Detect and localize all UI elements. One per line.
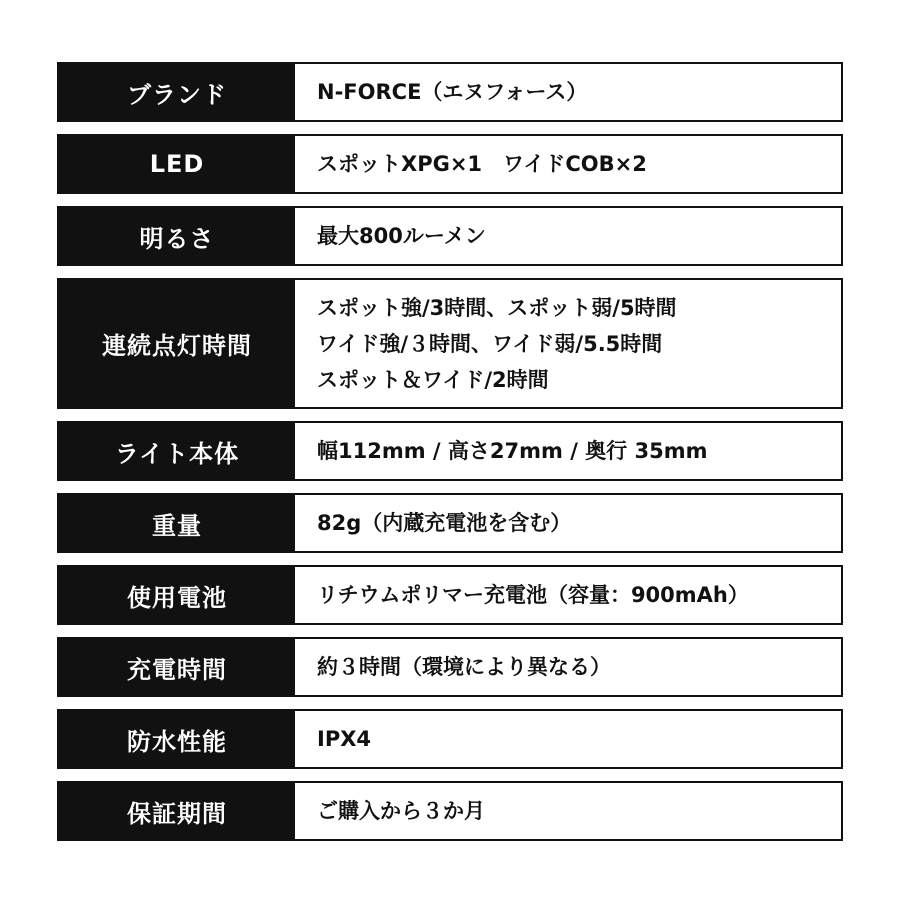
spec-value-line: IPX4 bbox=[317, 727, 372, 751]
spec-label: 保証期間 bbox=[59, 783, 295, 839]
spec-value-line: ワイド強/３時間、ワイド弱/5.5時間 bbox=[317, 331, 663, 356]
spec-row-battery bbox=[57, 565, 843, 625]
spec-label: 明るさ bbox=[59, 208, 295, 264]
spec-value-line: リチウムポリマー充電池（容量：900mAh） bbox=[317, 583, 749, 607]
spec-row-waterproof bbox=[57, 709, 843, 769]
spec-value bbox=[295, 639, 841, 695]
spec-row-brightness bbox=[57, 206, 843, 266]
spec-value-line: N-FORCE（エヌフォース） bbox=[317, 80, 588, 104]
spec-row-dimensions bbox=[57, 421, 843, 481]
spec-label: 使用電池 bbox=[59, 567, 295, 623]
spec-value bbox=[295, 783, 841, 839]
spec-label: 防水性能 bbox=[59, 711, 295, 767]
spec-value-line: スポットXPG×1 ワイドCOB×2 bbox=[317, 152, 647, 176]
spec-row-warranty bbox=[57, 781, 843, 841]
spec-label: 充電時間 bbox=[59, 639, 295, 695]
spec-value-line: スポット＆ワイド/2時間 bbox=[317, 367, 549, 392]
spec-label: 連続点灯時間 bbox=[59, 280, 295, 407]
spec-label: ライト本体 bbox=[59, 423, 295, 479]
spec-value bbox=[295, 208, 841, 264]
spec-value bbox=[295, 495, 841, 551]
spec-value bbox=[295, 423, 841, 479]
spec-value-line: 最大800ルーメン bbox=[317, 224, 486, 248]
spec-value-line: スポット強/3時間、スポット弱/5時間 bbox=[317, 295, 677, 320]
spec-value bbox=[295, 136, 841, 192]
spec-value-line: 82g（内蔵充電池を含む） bbox=[317, 511, 572, 535]
spec-label: 重量 bbox=[59, 495, 295, 551]
spec-value bbox=[295, 280, 841, 407]
spec-value-line: ご購入から３か月 bbox=[317, 799, 485, 823]
spec-row-charge-time bbox=[57, 637, 843, 697]
spec-row-led bbox=[57, 134, 843, 194]
spec-value bbox=[295, 64, 841, 120]
spec-row-runtime bbox=[57, 278, 843, 409]
spec-row-weight bbox=[57, 493, 843, 553]
spec-value-line: 約３時間（環境により異なる） bbox=[317, 655, 611, 679]
spec-value-line: 幅112mm / 高さ27mm / 奥行 35mm bbox=[317, 439, 708, 463]
spec-table bbox=[57, 62, 843, 853]
spec-label: ブランド bbox=[59, 64, 295, 120]
spec-row-brand bbox=[57, 62, 843, 122]
spec-label: LED bbox=[59, 136, 295, 192]
spec-value bbox=[295, 567, 841, 623]
spec-value bbox=[295, 711, 841, 767]
